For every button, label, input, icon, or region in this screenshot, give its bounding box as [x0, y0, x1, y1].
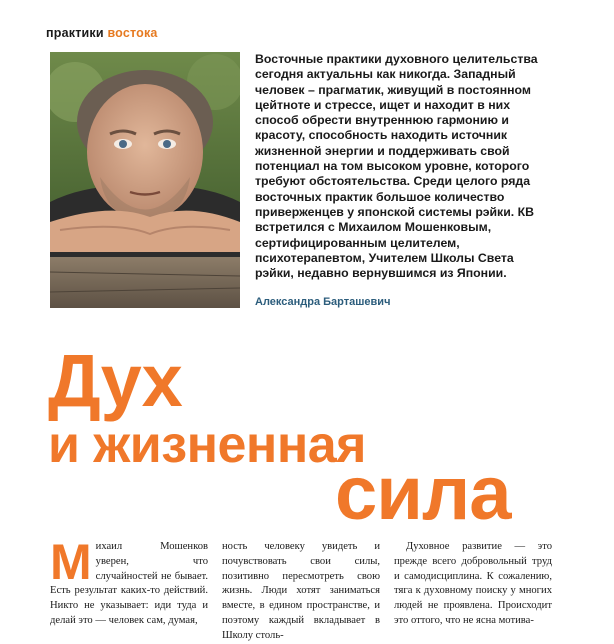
title-line-2: и жизненная [48, 416, 367, 474]
article-column-1 [50, 534, 208, 629]
column-1-text: ихаил Мошенков уверен, что случайностей не бывает. Есть результат каких-то действий. Никто не указывает: иди туда и делай это — человек сам, думая, [50, 541, 208, 626]
section-tag [46, 26, 158, 40]
section-label-practices: практики [46, 26, 104, 40]
intro-text: Восточные практики духовного целительства сегодня актуальны как никогда. Западный человек – прагматик, живущий в постоянном цейтноте и стрессе, ищет и находит в них способ обрести внутреннюю гармонию и красоту, способность находить источник жизненной энергии и поддерживать свой потенциал на том высоком уровне, которого требуют обстоятельства. Среди целого ряда восточных практик большое количество приверженцев у японской системы рэйки. КВ встретился с Михаилом Мошенковым, сертифицированным целителем, психотерапевтом, Учителем Школы Света рэйки, недавно вернувшимся из Японии. [255, 52, 538, 281]
portrait-photo [50, 52, 240, 308]
column-3-text: Духовное развитие — это прежде всего добровольный труд и самодисциплина. К сожалению, тяга к духовному поиску у многих людей не проявлена. Происходит это оттого, что не ясна мотива- [394, 541, 552, 626]
article-column-3 [394, 540, 552, 629]
title-line-1: Дух [48, 339, 182, 422]
intro-lead [255, 52, 555, 281]
title-line-3: сила [335, 451, 511, 536]
article-column-2 [222, 540, 380, 644]
drop-cap: М [50, 534, 92, 590]
author-name: Александра Барташевич [255, 296, 391, 308]
section-label-east: востока [107, 26, 158, 40]
column-2-text: ность человеку увидеть и почувствовать свои силы, позитивно пересмотреть свою жизнь. Люди хотят заниматься вместе, в едином пространстве, и поэтому каждый вкладывает в Школу столь- [222, 541, 380, 641]
